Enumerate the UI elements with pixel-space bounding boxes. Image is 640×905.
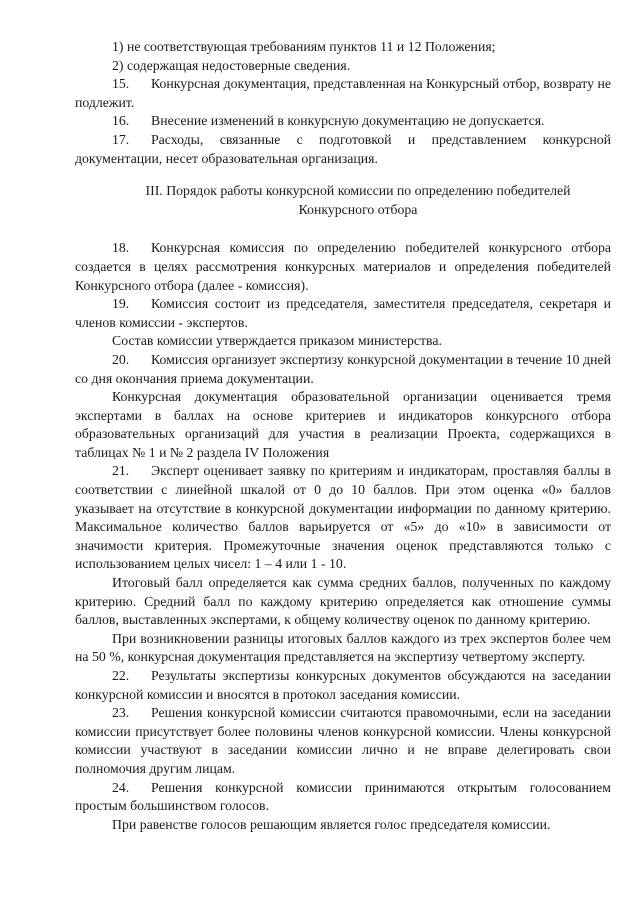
paragraph-16 [75,112,611,131]
list-item-2: 2) содержащая недостоверные сведения. [112,57,351,73]
paragraph-text: Решения конкурсной комиссии принимаются открытым голосованием простым большинством голосов. [75,779,611,814]
paragraph-text: Эксперт оценивает заявку по критериям и индикаторам, проставляя баллы в соответствии с линейной шкалой от 0 до 10 баллов. При этом оценка «0» баллов указывает на отсутствие в конкурсной документации информации по данному критерию. Максимальное количество баллов варьируется от «5» до «10» в зависимости от значимости критерия. Промежуточные значения оценок представляются только с использованием целых чисел: 1 – 4 или 1 - 10. [75,463,611,572]
paragraph-text: Внесение изменений в конкурсную документацию не допускается. [151,113,545,129]
paragraph-number: 15. [112,76,130,92]
paragraph-21 [75,462,611,574]
paragraph-number: 17. [112,131,130,147]
section-heading-line-2: Конкурсного отбора [298,201,418,217]
paragraph-22 [75,667,611,704]
paragraph-text: Конкурсная документация, представленная на Конкурсный отбор, возврату не подлежит. [75,76,611,110]
paragraph-21-continuation-1: Итоговый балл определяется как сумма средних баллов, полученных по каждому критерию. Средний балл по каждому критерию определяется как отношение суммы баллов, выставленных экспертами, к общему количеству оценок по данному критерию. [75,575,611,628]
paragraph-text: Комиссия состоит из председателя, заместителя председателя, секретаря и членов комиссии - экспертов. [75,296,611,330]
section-heading-line-1: III. Порядок работы конкурсной комиссии по определению победителей [145,183,571,199]
paragraph-text: Решения конкурсной комиссии считаются правомочными, если на заседании комиссии присутствует более половины членов конкурсной комиссии. Члены конкурсной комиссии участвуют в заседании комиссии лично и не вправе делегировать свои полномочия другим лицам. [75,705,611,776]
paragraph-21-continuation-2: При возникновении разницы итоговых баллов каждого из трех экспертов более чем на 50 %, конкурсная документация представляется на экспертизу четвертому эксперту. [75,630,611,665]
paragraph-24 [75,779,611,816]
paragraph-text: Расходы, связанные с подготовкой и представлением конкурсной документации, несет образовательная организация. [75,131,611,166]
paragraph-number: 19. [112,296,130,312]
paragraph-number: 22. [112,668,130,683]
list-item-1: 1) не соответствующая требованиям пунктов 11 и 12 Положения; [112,39,496,54]
paragraph-24-continuation: При равенстве голосов решающим является голос председателя комиссии. [112,816,551,832]
document-page [75,38,611,834]
paragraph-text: Результаты экспертизы конкурсных документов обсуждаются на заседании конкурсной комиссии и вносятся в протокол заседания комиссии. [75,668,611,702]
section-heading [75,182,611,219]
paragraph-number: 24. [112,779,130,795]
paragraph-20 [75,351,611,388]
paragraph-number: 23. [112,705,130,721]
paragraph-23 [75,704,611,778]
paragraph-20-continuation: Конкурсная документация образовательной организации оценивается тремя экспертами в баллах на основе критериев и индикаторов конкурсного отбора образовательных организаций для участия в реализации Проекта, содержащихся в таблицах № 1 и № 2 раздела IV Положения [75,389,611,460]
paragraph-19-continuation: Состав комиссии утверждается приказом министерства. [112,333,442,349]
paragraph-17 [75,131,611,168]
paragraph-number: 21. [112,463,130,479]
paragraph-number: 18. [112,240,130,256]
paragraph-18 [75,239,611,295]
paragraph-number: 20. [112,351,130,367]
paragraph-15 [75,75,611,112]
paragraph-text: Комиссия организует экспертизу конкурсной документации в течение 10 дней со дня окончания приема документации. [75,351,611,386]
paragraph-number: 16. [112,113,130,129]
paragraph-text: Конкурсная комиссия по определению победителей конкурсного отбора создается в целях рассмотрения конкурсных материалов и определения победителей Конкурсного отбора (далее - комиссия). [75,240,611,293]
paragraph-19 [75,295,611,332]
